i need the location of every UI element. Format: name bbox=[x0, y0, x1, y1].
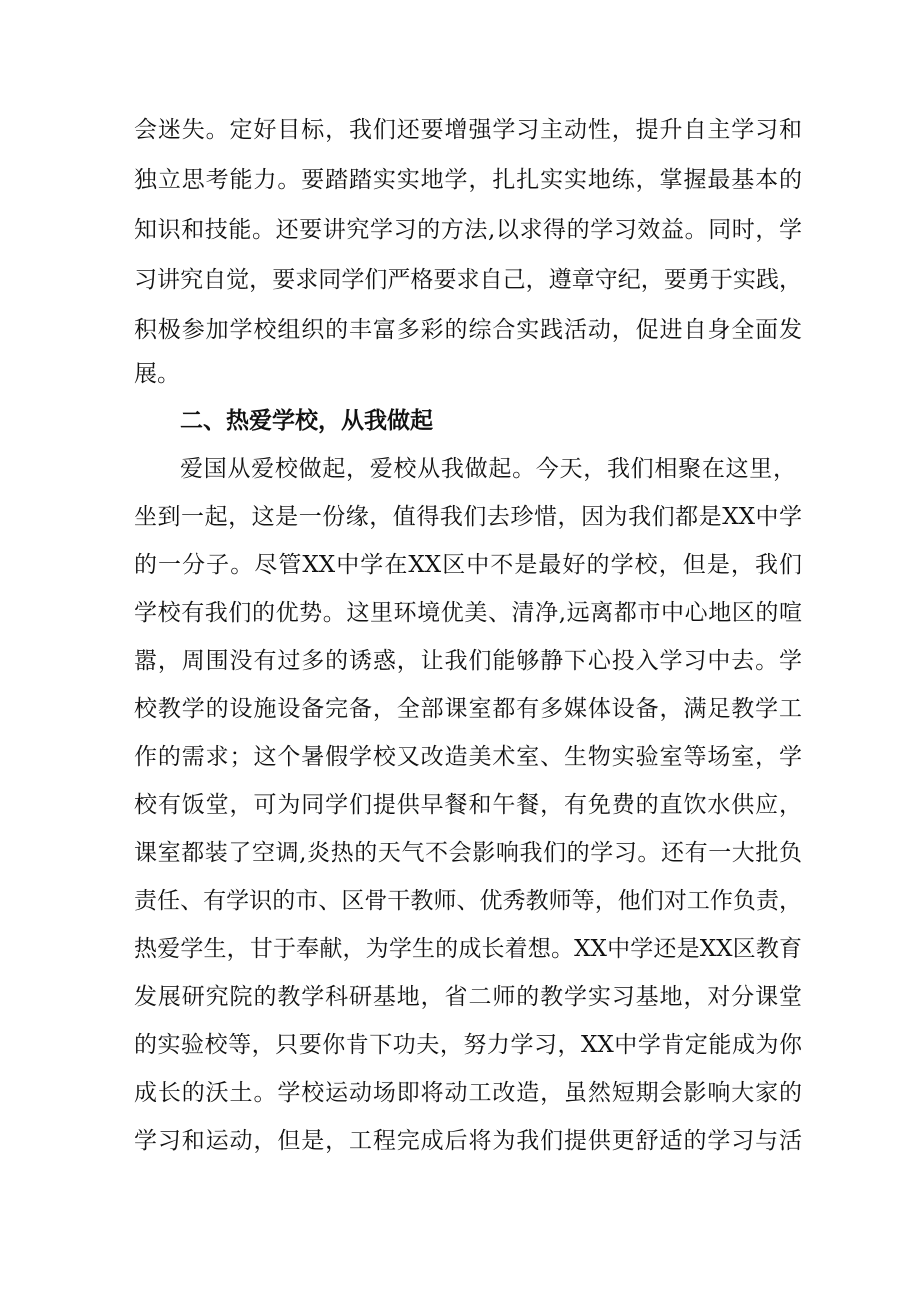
paragraph-2-line: 成长的沃土。学校运动场即将动工改造，虽然短期会影响大家的 bbox=[134, 1080, 802, 1106]
paragraph-2-line: 校教学的设施设备完备，全部课室都有多媒体设备，满足教学工 bbox=[134, 696, 802, 722]
paragraph-1-line: 习讲究自觉，要求同学们严格要求自己，遵章守纪，要勇于实践， bbox=[134, 267, 802, 293]
paragraph-2-line: 热爱学生，甘于奉献，为学生的成长着想。XX中学还是XX区教育 bbox=[134, 936, 802, 962]
paragraph-1-line: 独立思考能力。要踏踏实实地学，扎扎实实地练，掌握最基本的 bbox=[134, 167, 802, 193]
paragraph-2-line: 坐到一起，这是一份缘，值得我们去珍惜，因为我们都是XX中学 bbox=[134, 504, 802, 530]
paragraph-2-line: 的实验校等，只要你肯下功夫，努力学习，XX中学肯定能成为你 bbox=[134, 1032, 802, 1058]
paragraph-2-line: 课室都装了空调,炎热的天气不会影响我们的学习。还有一大批负 bbox=[134, 840, 802, 866]
paragraph-2-line: 学校有我们的优势。这里环境优美、清净,远离都市中心地区的喧 bbox=[134, 600, 802, 626]
paragraph-2-line: 嚣，周围没有过多的诱惑，让我们能够静下心投入学习中去。学 bbox=[134, 648, 802, 674]
section-heading: 二、热爱学校，从我做起 bbox=[180, 408, 433, 434]
paragraph-2-line: 学习和运动，但是，工程完成后将为我们提供更舒适的学习与活 bbox=[134, 1128, 802, 1154]
paragraph-1-line: 会迷失。定好目标，我们还要增强学习主动性，提升自主学习和 bbox=[134, 117, 802, 143]
paragraph-2-line: 发展研究院的教学科研基地，省二师的教学实习基地，对分课堂 bbox=[134, 984, 802, 1010]
paragraph-2-line: 责任、有学识的市、区骨干教师、优秀教师等，他们对工作负责， bbox=[134, 888, 802, 914]
paragraph-2-first-line: 爱国从爱校做起，爱校从我做起。今天，我们相聚在这里， bbox=[180, 456, 796, 482]
paragraph-1-line: 知识和技能。还要讲究学习的方法,以求得的学习效益。同时，学 bbox=[134, 217, 802, 243]
paragraph-2-line: 作的需求；这个暑假学校又改造美术室、生物实验室等场室，学 bbox=[134, 744, 802, 770]
paragraph-1-line: 积极参加学校组织的丰富多彩的综合实践活动，促进自身全面发 bbox=[134, 317, 802, 343]
paragraph-2-line: 校有饭堂，可为同学们提供早餐和午餐，有免费的直饮水供应， bbox=[134, 792, 802, 818]
paragraph-1-last-line: 展。 bbox=[134, 361, 180, 387]
paragraph-2-line: 的一分子。尽管XX中学在XX区中不是最好的学校，但是，我们 bbox=[134, 552, 802, 578]
